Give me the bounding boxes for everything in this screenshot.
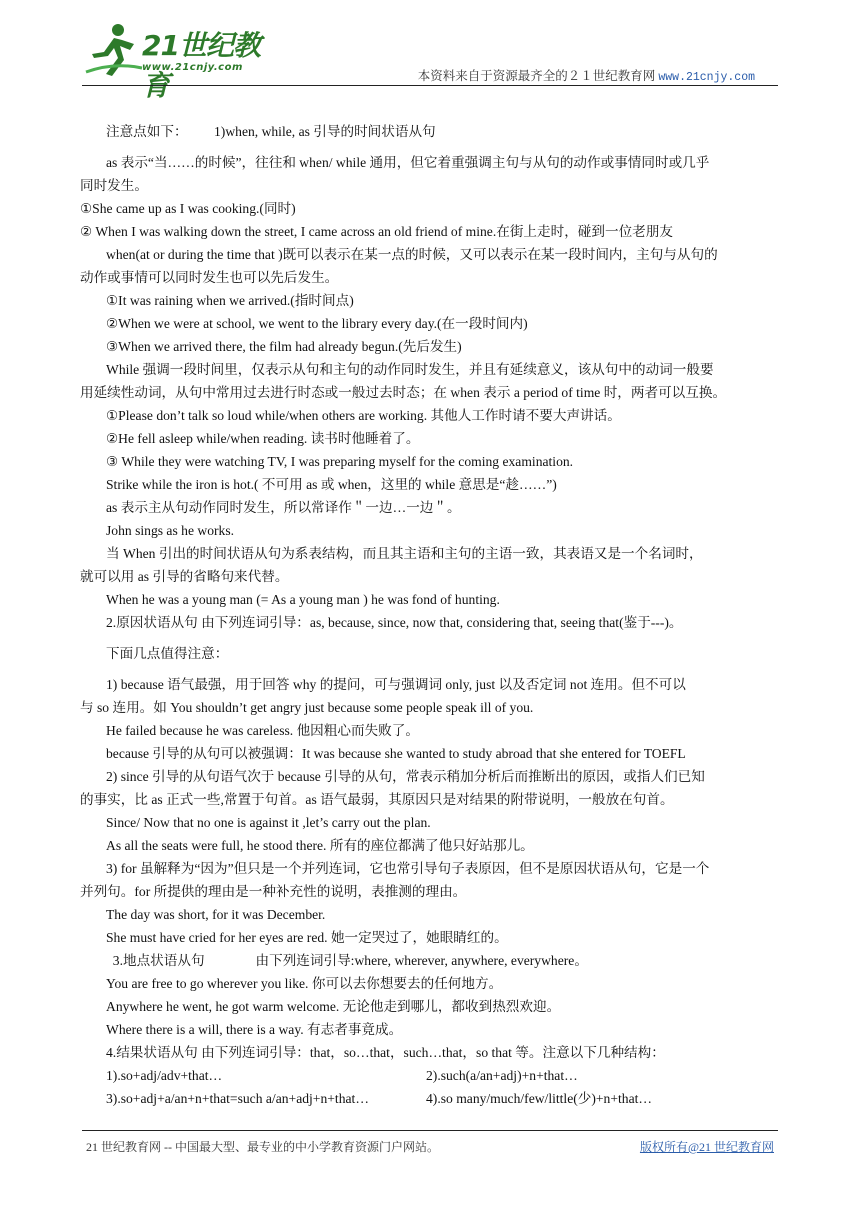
text-line: ③ While they were watching TV, I was preparing myself for the coming examination. bbox=[106, 454, 574, 469]
text-line: 3) for 虽解释为“因为”但只是一个并列连词，它也常引导句子表原因，但不是原因状语从句，它是一个 bbox=[106, 861, 710, 876]
text-line: ①It was raining when we arrived.(指时间点) bbox=[106, 293, 354, 308]
text-line: ③When we arrived there, the film had already begun.(先后发生) bbox=[106, 339, 462, 354]
site-logo[interactable] bbox=[84, 22, 284, 102]
header-divider bbox=[82, 85, 778, 86]
text-line: ①Please don’t talk so loud while/when others are working. 其他人工作时请不要大声讲话。 bbox=[106, 408, 621, 423]
text-line: 当 When 引出的时间状语从句为系表结构，而且其主语和主句的主语一致，其表语又是一个名词时， bbox=[106, 546, 703, 561]
section-title-label: 注意点如下： bbox=[106, 124, 188, 139]
text-line: When he was a young man (= As a young man ) he was fond of hunting. bbox=[106, 592, 500, 607]
text-line: when(at or during the time that )既可以表示在某一点的时候，又可以表示在某一段时间内，主句与从句的 bbox=[106, 247, 718, 262]
text-line: 用延续性动词，从句中常用过去进行时态或一般过去时态；在 when 表示 a period of time 时，两者可以互换。 bbox=[80, 385, 727, 400]
structure-item: 4).so many/much/few/little(少)+n+that… bbox=[426, 1091, 652, 1106]
text-line: ②When we were at school, we went to the library every day.(在一段时间内) bbox=[106, 316, 528, 331]
header-note bbox=[418, 66, 755, 84]
text-line: She must have cried for her eyes are red. 她一定哭过了，她眼睛红的。 bbox=[106, 930, 508, 945]
text-line: Where there is a will, there is a way. 有志者事竟成。 bbox=[106, 1022, 403, 1037]
text-line: While 强调一段时间里，仅表示从句和主句的动作同时发生，并且有延续意义，该从句中的动词一般要 bbox=[106, 362, 714, 377]
text-line: 2) since 引导的从句语气次于 because 引导的从句，常表示稍加分析后而推断出的原因，或指人们已知 bbox=[106, 769, 705, 784]
structure-item: 3).so+adj+a/an+n+that=such a/an+adj+n+that… bbox=[106, 1091, 369, 1106]
text-line: The day was short, for it was December. bbox=[106, 907, 326, 922]
text-line: 动作或事情可以同时发生也可以先后发生。 bbox=[80, 270, 339, 285]
text-line: Since/ Now that no one is against it ,let’s carry out the plan. bbox=[106, 815, 431, 830]
text-line: You are free to go wherever you like. 你可以去你想要去的任何地方。 bbox=[106, 976, 503, 991]
text-line: 3.地点状语从句 由下列连词引导:where, wherever, anywhere, everywhere。 bbox=[106, 953, 588, 968]
text-line: as 表示主从句动作同时发生，所以常译作＂一边…一边＂。 bbox=[106, 500, 461, 515]
footer-copyright-link[interactable]: 版权所有@21 世纪教育网 bbox=[639, 1140, 774, 1154]
runner-logo-icon bbox=[84, 22, 144, 80]
text-line: ② When I was walking down the street, I came across an old friend of mine.在街上走时，碰到一位老朋友 bbox=[80, 224, 673, 239]
text-line: 1) because 语气最强，用于回答 why 的提问，可与强调词 only, just 以及否定词 not 连用。但不可以 bbox=[106, 677, 686, 692]
header-note-link[interactable]: www.21cnjy.com bbox=[658, 71, 755, 84]
text-line: John sings as he works. bbox=[106, 523, 235, 538]
structure-row bbox=[106, 1087, 781, 1110]
footer-text: 21 世纪教育网 -- 中国最大型、最专业的中小学教育资源门户网站。 bbox=[86, 1140, 439, 1154]
text-line: as 表示“当……的时候”，往往和 when/ while 通用，但它着重强调主句与从句的动作或事情同时或几乎 bbox=[106, 155, 710, 170]
text-line: ①She came up as I was cooking.(同时) bbox=[80, 201, 296, 216]
logo-text: 21世纪教育 bbox=[142, 29, 260, 102]
page-header bbox=[0, 0, 860, 102]
structure-item: 1).so+adj/adv+that… bbox=[106, 1068, 223, 1083]
text-line: 就可以用 as 引导的省略句来代替。 bbox=[80, 569, 289, 584]
structure-item: 2).such(a/an+adj)+n+that… bbox=[426, 1068, 578, 1083]
section-title-topic: 1)when, while, as 引导的时间状语从句 bbox=[214, 124, 436, 139]
text-line: 4.结果状语从句 由下列连词引导：that，so…that，such…that，so that 等。注意以下几种结构： bbox=[106, 1045, 665, 1060]
text-line: 同时发生。 bbox=[80, 178, 148, 193]
text-line: because 引导的从句可以被强调：It was because she wanted to study abroad that she entered for TOEFL bbox=[106, 746, 686, 761]
text-line: ②He fell asleep while/when reading. 读书时他睡着了。 bbox=[106, 431, 420, 446]
document-body bbox=[80, 120, 781, 1110]
text-line: Anywhere he went, he got warm welcome. 无论他走到哪儿，都收到热烈欢迎。 bbox=[106, 999, 561, 1014]
text-line: 的事实，比 as 正式一些,常置于句首。as 语气最弱，其原因只是对结果的附带说明，一般放在句首。 bbox=[80, 792, 674, 807]
logo-url: www.21cnjy.com bbox=[142, 62, 243, 73]
text-line: As all the seats were full, he stood there. 所有的座位都满了他只好站那儿。 bbox=[106, 838, 534, 853]
text-line: 2.原因状语从句 由下列连词引导：as, because, since, now that, considering that, seeing that(鉴于---)。 bbox=[106, 615, 683, 630]
text-line: He failed because he was careless. 他因粗心而失败了。 bbox=[106, 723, 419, 738]
text-line: 与 so 连用。如 You shouldn’t get angry just because some people speak ill of you. bbox=[80, 700, 534, 715]
footer-divider bbox=[82, 1130, 778, 1131]
text-line: 并列句。for 所提供的理由是一种补充性的说明，表推测的理由。 bbox=[80, 884, 467, 899]
structure-row bbox=[106, 1064, 781, 1087]
section-title bbox=[106, 120, 781, 143]
text-line: Strike while the iron is hot.( 不可用 as 或 when，这里的 while 意思是“趁……”) bbox=[106, 477, 557, 492]
header-note-text: 本资料来自于资源最齐全的２１世纪教育网 bbox=[417, 69, 656, 83]
subheading: 下面几点值得注意： bbox=[106, 646, 229, 661]
